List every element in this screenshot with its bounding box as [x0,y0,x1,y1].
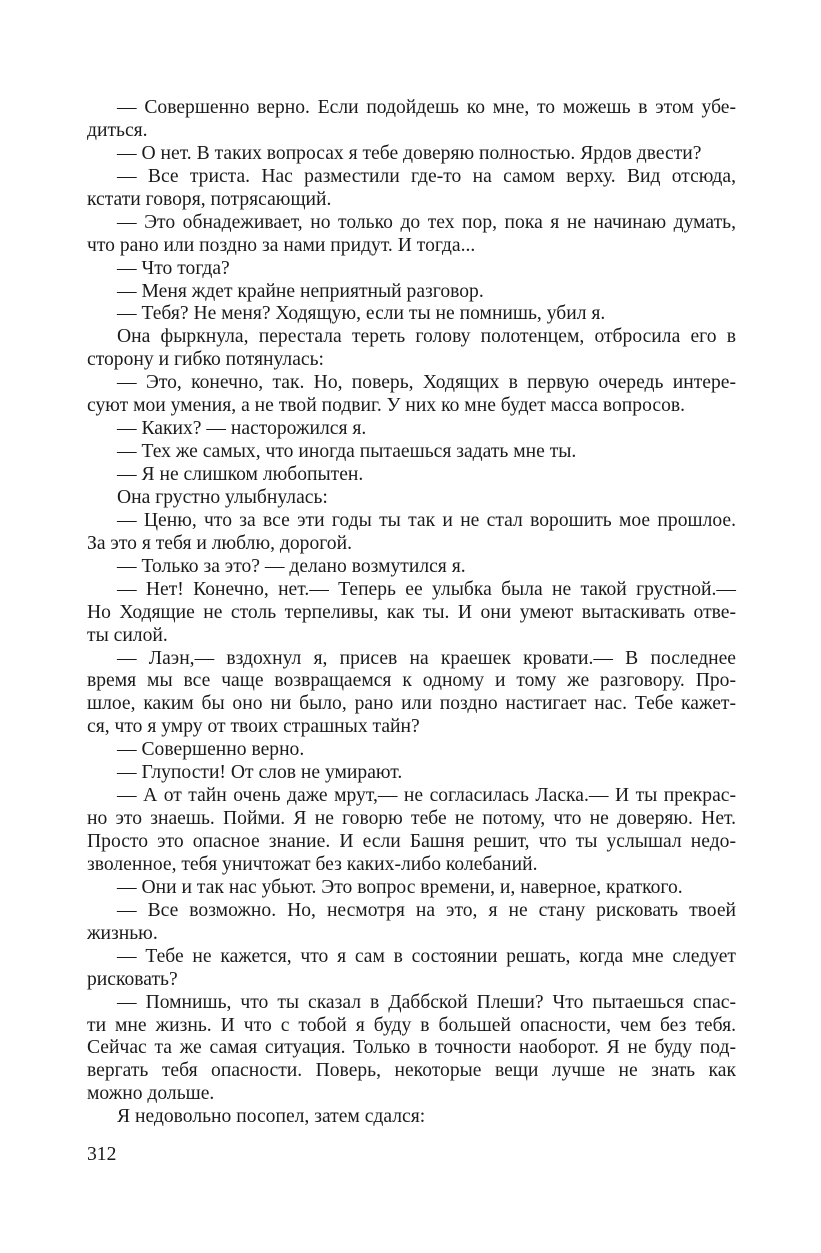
text-line: — Ценю, что за все эти годы ты так и не стал ворошить мое прошлое. [117,509,736,531]
text-line: но это знаешь. Пойми. Я не говорю тебе не потому, что не доверяю. Нет. [87,808,736,830]
text-line: — А от тайн очень даже мрут,— не согласилась Ласка.— И ты прекрас- [117,785,736,807]
text-line: кстати говоря, потрясающий. [87,188,332,210]
text-line: — Они и так нас убьют. Это вопрос времени, и, наверное, краткого. [117,876,683,898]
text-line: — Только за это? — делано возмутился я. [117,555,466,577]
text-line: — Глупости! От слов не умирают. [117,762,403,784]
text-line: — Это обнадеживает, но только до тех пор, пока я не начинаю думать, [117,211,736,233]
text-line: — Тебе не кажется, что я сам в состоянии решать, когда мне следует [117,945,736,967]
text-line: ты силой. [87,624,168,646]
text-line: диться. [87,119,148,141]
text-line: — Помнишь, что ты сказал в Даббской Плеши? Что пытаешься спас- [117,991,736,1013]
text-line: Я недовольно посопел, затем сдался: [117,1106,426,1128]
text-line: рисковать? [87,968,178,990]
text-line: сторону и гибко потянулась: [87,349,324,371]
text-line: Сейчас та же самая ситуация. Только в точности наоборот. Я не буду под- [87,1037,736,1059]
text-line: Просто это опасное знание. И если Башня решит, что ты услышал недо- [87,831,736,852]
text-line: суют мои умения, а не твой подвиг. У них ко мне будет масса вопросов. [87,395,686,417]
text-line: зволенное, тебя уничтожат без каких-либо колебаний. [87,853,538,875]
text-line: — Я не слишком любопытен. [117,464,364,485]
text-line: Но Ходящие не столь терпеливы, как ты. И они умеют вытаскивать отве- [87,601,736,623]
text-line: — Совершенно верно. Если подойдешь ко мне, то можешь в этом убе- [117,97,736,118]
text-line: шлое, каким бы оно ни было, рано или поздно настигает нас. Тебе кажет- [87,693,736,715]
text-line: — О нет. В таких вопросах я тебе доверяю полностью. Ярдов двести? [117,142,702,164]
text-line: — Нет! Конечно, нет.— Теперь ее улыбка была не такой грустной.— [117,578,736,600]
text-line: — Совершенно верно. [117,739,305,761]
text-line: За это я тебя и люблю, дорогой. [87,532,352,554]
page-number: 312 [87,1144,117,1165]
text-line: — Это, конечно, так. Но, поверь, Ходящих в первую очередь интере- [117,372,736,394]
text-line: — Все триста. Нас разместили где-то на самом верху. Вид отсюда, [117,165,736,187]
text-line: Она грустно улыбнулась: [117,486,328,508]
text-line: — Тех же самых, что иногда пытаешься задать мне ты. [117,441,577,463]
text-line: — Лаэн,— вздохнул я, присев на краешек кровати.— В последнее [117,647,736,669]
text-line: можно дольше. [87,1083,215,1105]
text-line: — Все возможно. Но, несмотря на это, я не стану рисковать твоей [117,899,736,921]
text-line: жизнью. [87,922,158,944]
text-line: ся, что я умру от твоих страшных тайн? [87,716,420,738]
body-text [87,97,736,1129]
text-line: — Каких? — насторожился я. [117,418,367,440]
text-line: что рано или поздно за нами придут. И тогда... [87,234,476,256]
text-line: время мы все чаще возвращаемся к одному и тому же разговору. Про- [87,670,736,692]
text-line: — Что тогда? [117,257,230,279]
text-line: ти мне жизнь. И что с тобой я буду в большей опасности, чем без тебя. [87,1014,736,1036]
text-line: вергать тебя опасности. Поверь, некоторые вещи лучше не знать как [87,1060,736,1082]
text-line: Она фыркнула, перестала тереть голову полотенцем, отбросила его в [117,326,736,348]
text-line: — Тебя? Не меня? Ходящую, если ты не помнишь, убил я. [117,303,606,325]
text-line: — Меня ждет крайне неприятный разговор. [117,280,484,302]
